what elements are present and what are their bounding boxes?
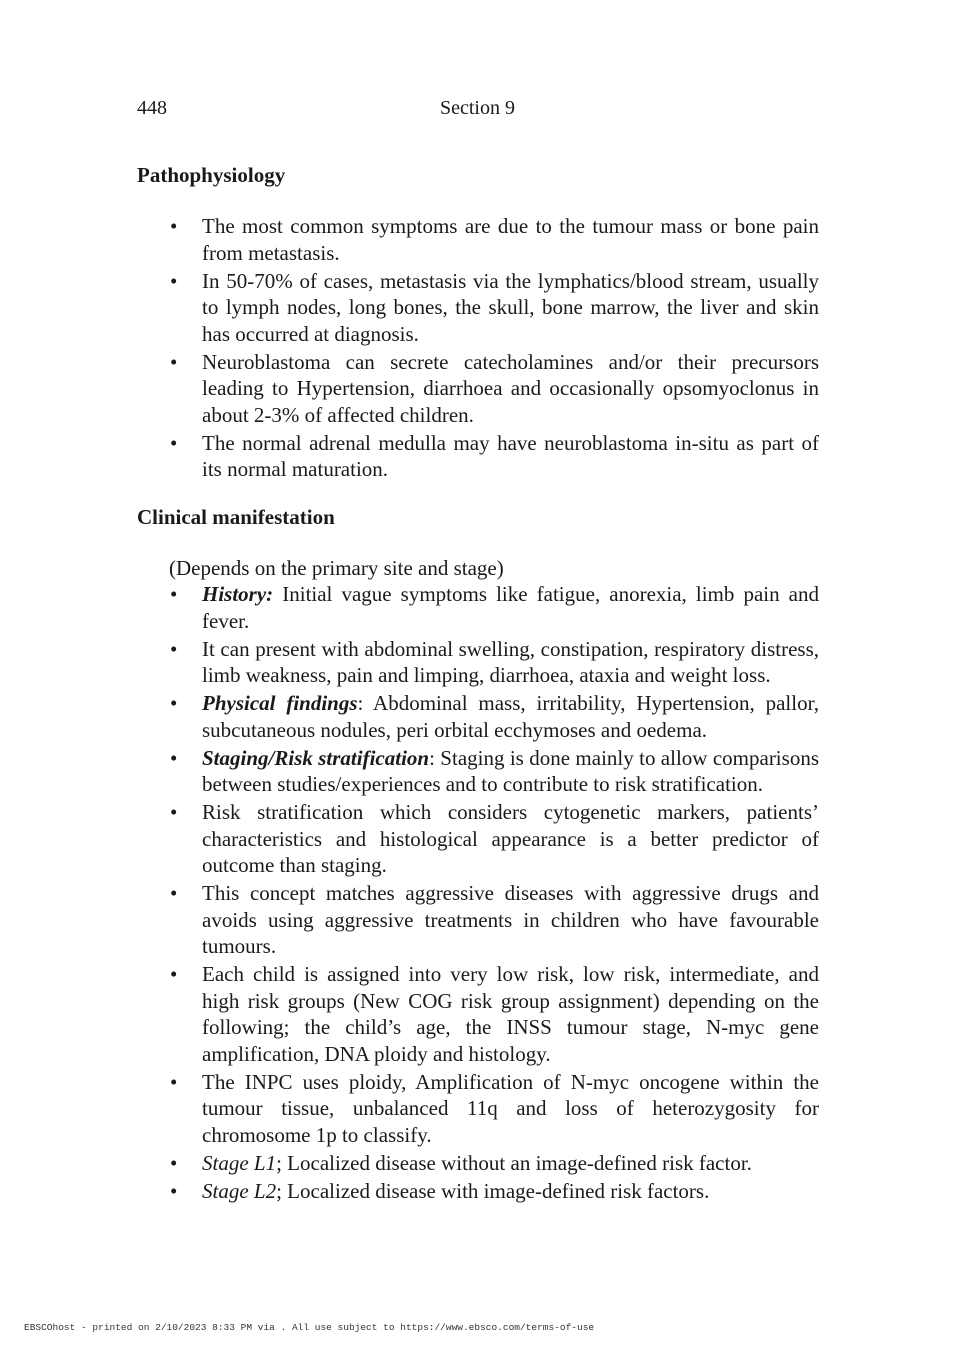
list-item: • Each child is assigned into very low risk, low risk, intermediate, and high risk groups (New COG risk group assignment) depending on the following; the child’s age, the INSS tumour stage, N-myc gene amplification, DNA ploidy and histology. [202,961,819,1067]
clinical-list [137,581,819,1204]
stage-l1-text: ; Localized disease without an image-defined risk factor. [276,1150,752,1175]
list-item: • It can present with abdominal swelling, constipation, respiratory distress, limb weakness, pain and limping, diarrhoea, ataxia and weight loss. [202,636,819,689]
staging-term: Staging/Risk stratification [202,745,430,770]
list-item: • Neuroblastoma can secrete catecholamines and/or their precursors leading to Hypertension, diarrhoea and occasionally opsomyoclonus in about 2-3% of affected children. [202,349,819,429]
list-item-physical-findings [202,690,819,743]
list-item: • This concept matches aggressive diseases with aggressive drugs and avoids using aggressive treatments in children who have favourable tumours. [202,880,819,960]
print-footer: EBSCOhost - printed on 2/10/2023 8:33 PM via . All use subject to https://www.ebsco.com/terms-of-use [24,1322,595,1333]
history-text: Initial vague symptoms like fatigue, anorexia, limb pain and fever. [202,582,819,633]
clinical-manifestation-section [137,503,819,1205]
pathophysiology-heading: Pathophysiology [137,163,286,187]
physical-findings-term: Physical findings [202,691,358,715]
list-item: • The normal adrenal medulla may have neuroblastoma in-situ as part of its normal maturation. [202,430,819,483]
history-term: History: [202,582,274,606]
page-body [137,161,819,1206]
list-item: • Risk stratification which considers cytogenetic markers, patients’ characteristics and histological appearance is a better predictor of outcome than staging. [202,799,819,879]
list-item: • The most common symptoms are due to the tumour mass or bone pain from metastasis. [202,213,819,266]
list-item-stage-l2 [202,1178,819,1205]
list-item: • In 50-70% of cases, metastasis via the lymphatics/blood stream, usually to lymph nodes, long bones, the skull, bone marrow, the liver and skin has occurred at diagnosis. [202,268,819,348]
stage-l1-term: Stage L1 [202,1150,277,1175]
physical-findings-text: : Abdominal mass, irritability, Hypertension, pallor, subcutaneous nodules, peri orbital ecchymoses and oedema. [202,691,819,742]
staging-text: : Staging is done mainly to allow comparisons between studies/experiences and to contribute to risk stratification. [202,745,819,796]
list-item-history [202,581,819,634]
clinical-intro: (Depends on the primary site and stage) [169,555,504,580]
pathophysiology-section [137,161,819,483]
clinical-manifestation-heading: Clinical manifestation [137,504,335,529]
stage-l2-text: ; Localized disease with image-defined risk factors. [276,1178,710,1203]
pathophysiology-list [137,213,819,483]
page-number: 448 [137,97,167,119]
list-item-stage-l1 [202,1150,819,1177]
list-item-staging [202,745,819,798]
running-head: Section 9 [440,97,515,119]
list-item: • The INPC uses ploidy, Amplification of N-myc oncogene within the tumour tissue, unbalanced 11q and loss of heterozygosity for chromosome 1p to classify. [202,1069,819,1149]
stage-l2-term: Stage L2 [202,1178,277,1203]
